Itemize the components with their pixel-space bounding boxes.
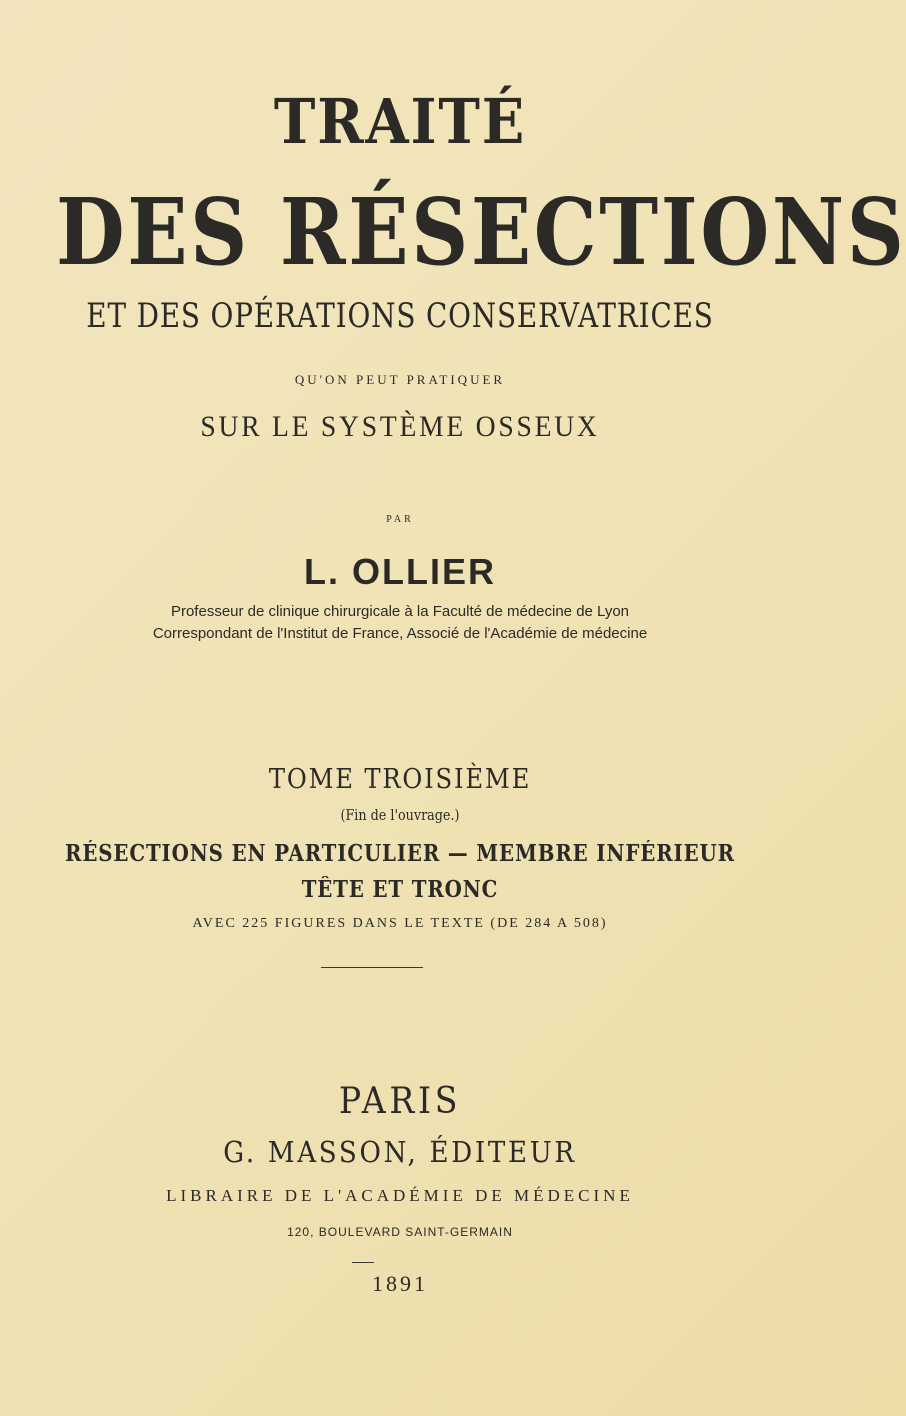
publisher-role: LIBRAIRE DE L'ACADÉMIE DE MÉDECINE xyxy=(166,1186,634,1205)
subtitle-line-1: ET DES OPÉRATIONS CONSERVATRICES xyxy=(86,296,714,336)
publication-year: 1891 xyxy=(372,1271,428,1296)
volume-topic-1: RÉSECTIONS EN PARTICULIER — MEMBRE INFÉRIEUR xyxy=(65,840,735,867)
subtitle-line-2: QU'ON PEUT PRATIQUER xyxy=(294,372,506,387)
title-line-1: TRAITÉ xyxy=(273,85,527,158)
year-dash xyxy=(352,1262,374,1263)
par-label: PAR xyxy=(386,514,414,525)
author-affiliation-1: Professeur de clinique chirurgicale à la Faculté de médecine de Lyon xyxy=(170,603,630,620)
volume-title: TOME TROISIÈME xyxy=(268,764,532,795)
author-name: L. OLLIER xyxy=(304,551,496,592)
divider-rule xyxy=(321,967,423,968)
publisher-address: 120, BOULEVARD SAINT-GERMAIN xyxy=(287,1225,513,1239)
title-line-2: DES RÉSECTIONS xyxy=(56,178,906,286)
subtitle-line-3: SUR LE SYSTÈME OSSEUX xyxy=(200,410,600,443)
publisher-city: PARIS xyxy=(338,1081,462,1122)
volume-note: (Fin de l'ouvrage.) xyxy=(340,806,460,824)
volume-topic-2: TÊTE ET TRONC xyxy=(301,876,499,903)
publisher-name: G. MASSON, ÉDITEUR xyxy=(223,1135,577,1169)
figures-note: AVEC 225 FIGURES DANS LE TEXTE (DE 284 A 508) xyxy=(192,916,608,931)
author-affiliation-2: Correspondant de l'Institut de France, Associé de l'Académie de médecine xyxy=(152,625,648,642)
